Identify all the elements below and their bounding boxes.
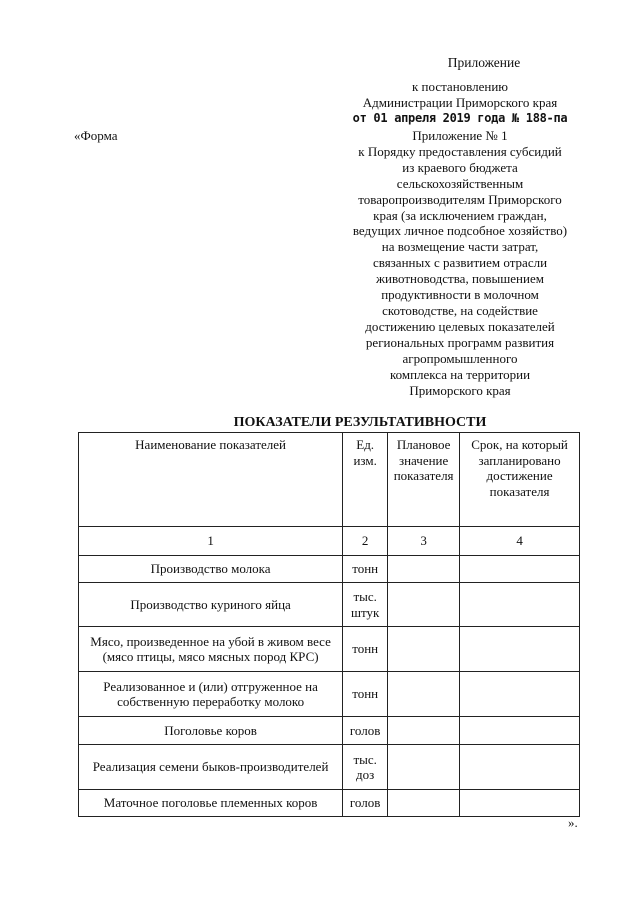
deadline-cell [460, 717, 580, 745]
decree-line-2: Администрации Приморского края [362, 94, 558, 110]
table-row [79, 556, 580, 583]
indicator-name: Производство молока [79, 556, 343, 583]
planned-value-cell [388, 627, 460, 672]
planned-value-cell [388, 790, 460, 817]
indicator-name: Реализация семени быков-производителей [79, 745, 343, 790]
deadline-cell [460, 556, 580, 583]
planned-value-cell [388, 717, 460, 745]
deadline-cell [460, 745, 580, 790]
planned-value-cell [388, 583, 460, 627]
requisite-line: животноводства, повышением [376, 271, 544, 287]
indicator-unit: тонн [343, 627, 388, 672]
deadline-cell [460, 790, 580, 817]
requisite-line: региональных программ развития [365, 334, 555, 350]
header-planned-value: Плановое значение показателя [388, 433, 460, 527]
requisite-line: ведущих личное подсобное хозяйство) [352, 223, 568, 239]
decree-reference [340, 79, 580, 126]
planned-value-cell [388, 745, 460, 790]
indicator-unit: тыс. штук [343, 583, 388, 627]
requisite-line: комплекса на территории [389, 366, 531, 382]
indicator-unit: тыс. доз [343, 745, 388, 790]
requisite-line: продуктивности в молочном [381, 287, 539, 303]
indicator-name: Производство куриного яйца [79, 583, 343, 627]
table-row [79, 583, 580, 627]
requisite-line: скотоводстве, на содействие [382, 302, 538, 318]
closing-quote-mark: ». [568, 815, 578, 830]
requisite-line: связанных с развитием отрасли [372, 255, 548, 271]
indicator-name: Маточное поголовье племенных коров [79, 790, 343, 817]
requisite-line: товаропроизводителям Приморского [358, 191, 562, 207]
header-unit: Ед. изм. [343, 433, 388, 527]
table-row [79, 672, 580, 717]
appendix-title: Приложение [447, 55, 521, 70]
table-row [79, 627, 580, 672]
table-header-row [79, 433, 580, 527]
requisite-line: Приложение № 1 [412, 128, 508, 143]
forma-label: «Форма [74, 128, 118, 143]
requisite-block [340, 128, 580, 398]
requisite-line: края (за исключением граждан, [373, 207, 547, 223]
table-title: ПОКАЗАТЕЛИ РЕЗУЛЬТАТИВНОСТИ [233, 415, 487, 430]
column-number-row [79, 527, 580, 556]
deadline-cell [460, 672, 580, 717]
header-indicator-name: Наименование показателей [79, 433, 343, 527]
requisite-line: на возмещение части затрат, [381, 239, 539, 255]
requisite-line: из краевого бюджета [402, 159, 518, 175]
requisite-line: к Порядку предоставления субсидий [358, 143, 562, 159]
requisite-line: Приморского края [409, 382, 511, 398]
header-deadline: Срок, на который запланировано достижение показателя [460, 433, 580, 527]
table-row [79, 745, 580, 790]
requisite-line: агропромышленного [402, 350, 518, 366]
indicator-name: Реализованное и (или) отгруженное на собственную переработку молоко [79, 672, 343, 717]
column-number: 2 [343, 527, 388, 556]
indicator-name: Поголовье коров [79, 717, 343, 745]
requisite-line: достижению целевых показателей [365, 318, 555, 334]
column-number: 1 [79, 527, 343, 556]
planned-value-cell [388, 672, 460, 717]
column-number: 4 [460, 527, 580, 556]
table-row [79, 717, 580, 745]
indicator-unit: тонн [343, 672, 388, 717]
decree-date-stamp: от 01 апреля 2019 года № 188-па [352, 110, 568, 125]
indicator-unit: тонн [343, 556, 388, 583]
planned-value-cell [388, 556, 460, 583]
table-row [79, 790, 580, 817]
indicator-unit: голов [343, 717, 388, 745]
indicator-unit: голов [343, 790, 388, 817]
deadline-cell [460, 627, 580, 672]
indicator-name: Мясо, произведенное на убой в живом весе (мясо птицы, мясо мясных пород КРС) [79, 627, 343, 672]
column-number: 3 [388, 527, 460, 556]
requisite-line: сельскохозяйственным [396, 175, 524, 191]
decree-line-1: к постановлению [411, 79, 509, 94]
deadline-cell [460, 583, 580, 627]
indicators-table [78, 432, 580, 817]
